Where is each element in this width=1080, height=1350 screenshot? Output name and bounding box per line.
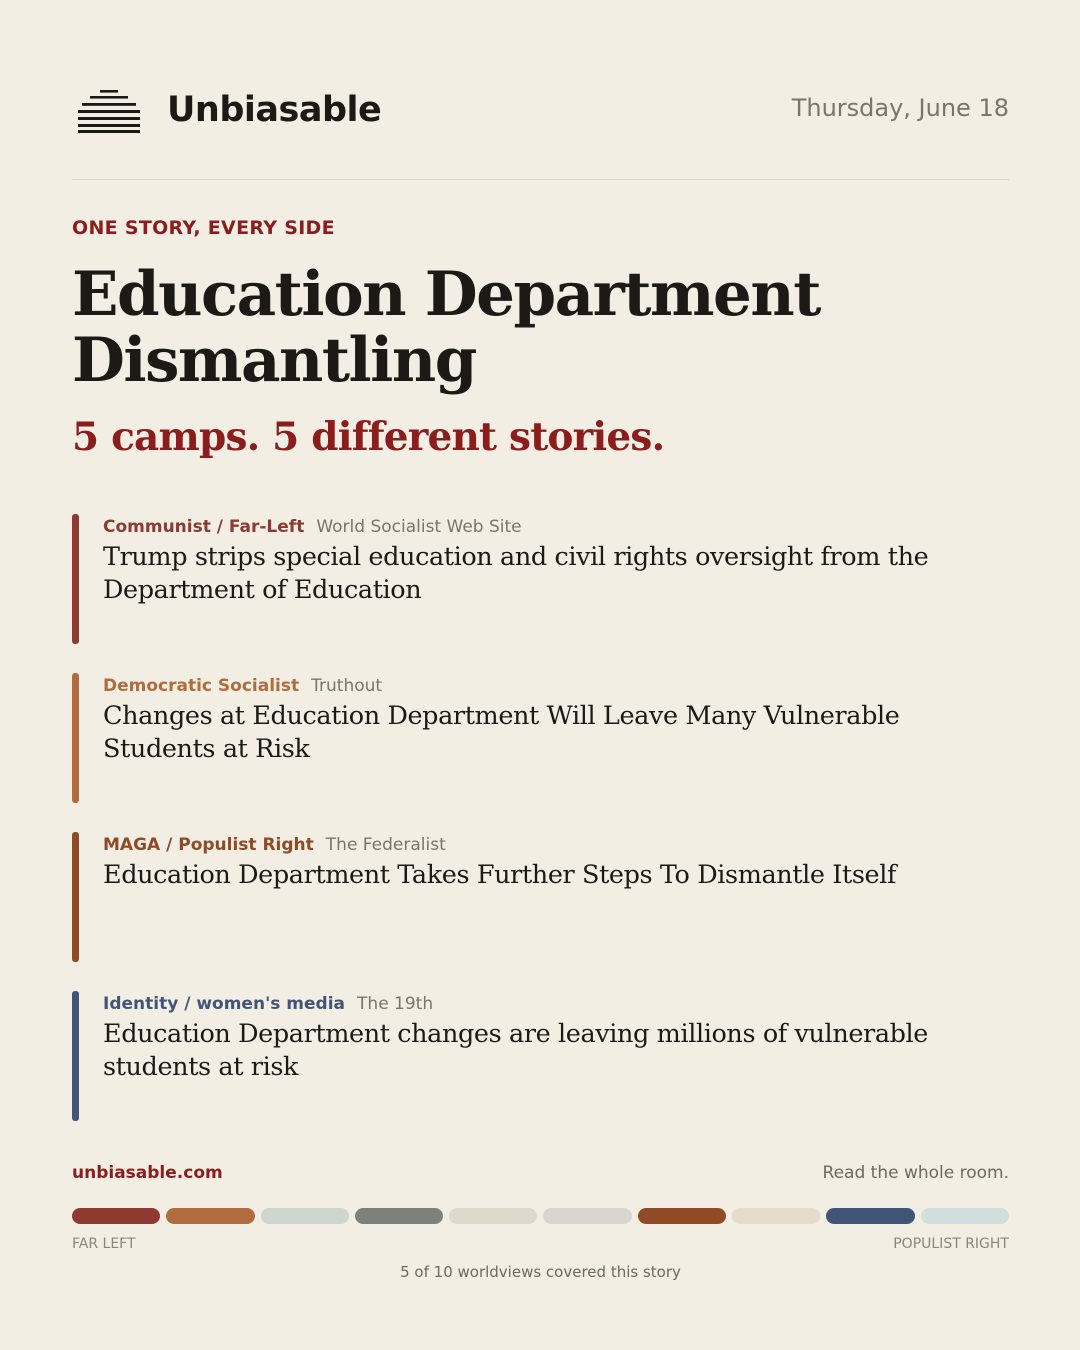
brand-name[interactable]: Unbiasable bbox=[167, 90, 382, 130]
spectrum-left-label: FAR LEFT bbox=[72, 1236, 136, 1252]
source-name: Truthout bbox=[311, 676, 383, 696]
camp-color-bar bbox=[72, 991, 79, 1121]
spectrum-segment bbox=[732, 1208, 820, 1224]
spectrum-segment bbox=[355, 1208, 443, 1224]
story-title[interactable]: Education Department Takes Further Steps To Dismantle Itself bbox=[103, 860, 896, 890]
story-title[interactable]: Trump strips special education and civil rights oversight from the Department of Education bbox=[103, 542, 929, 605]
coverage-note: 5 of 10 worldviews covered this story bbox=[400, 1263, 681, 1281]
story-item[interactable] bbox=[72, 832, 1009, 962]
camp-label: MAGA / Populist Right bbox=[103, 835, 314, 855]
page bbox=[72, 0, 1009, 1350]
camp-color-bar bbox=[72, 673, 79, 803]
spectrum-segment bbox=[921, 1208, 1009, 1224]
tagline: Read the whole room. bbox=[822, 1163, 1009, 1183]
source-name: The Federalist bbox=[325, 835, 446, 855]
story-meta bbox=[103, 676, 382, 696]
story-item[interactable] bbox=[72, 514, 1009, 644]
camp-color-bar bbox=[72, 832, 79, 962]
spectrum-segment bbox=[261, 1208, 349, 1224]
story-list bbox=[72, 514, 1009, 1150]
spectrum-segment bbox=[826, 1208, 914, 1224]
kicker: ONE STORY, EVERY SIDE bbox=[72, 217, 335, 239]
source-name: World Socialist Web Site bbox=[316, 517, 522, 537]
source-name: The 19th bbox=[357, 994, 434, 1014]
spectrum-right-label: POPULIST RIGHT bbox=[893, 1236, 1009, 1252]
story-title[interactable]: Changes at Education Department Will Leave Many Vulnerable Students at Risk bbox=[103, 701, 900, 764]
story-meta bbox=[103, 517, 522, 537]
header-divider bbox=[72, 179, 1009, 180]
camp-label: Democratic Socialist bbox=[103, 676, 300, 696]
issue-date: Thursday, June 18 bbox=[791, 94, 1009, 122]
camp-label: Communist / Far-Left bbox=[103, 517, 305, 537]
spectrum-segment bbox=[449, 1208, 537, 1224]
camp-color-bar bbox=[72, 514, 79, 644]
story-title[interactable]: Education Department changes are leaving millions of vulnerable students at risk bbox=[103, 1019, 928, 1082]
story-item[interactable] bbox=[72, 673, 1009, 803]
headline-line-2: Dismantling bbox=[72, 325, 476, 396]
spectrum-segment bbox=[638, 1208, 726, 1224]
story-meta bbox=[103, 835, 446, 855]
spectrum-segment bbox=[166, 1208, 254, 1224]
spectrum-segment bbox=[72, 1208, 160, 1224]
camp-label: Identity / women's media bbox=[103, 994, 346, 1014]
story-item[interactable] bbox=[72, 991, 1009, 1121]
story-meta bbox=[103, 994, 433, 1014]
header bbox=[72, 80, 1009, 144]
striped-sun-icon bbox=[78, 90, 140, 134]
headline-line-1: Education Department bbox=[72, 259, 820, 330]
spectrum-segment bbox=[543, 1208, 631, 1224]
headline bbox=[72, 259, 1002, 396]
subheadline: 5 camps. 5 different stories. bbox=[72, 414, 665, 460]
worldview-spectrum bbox=[72, 1208, 1009, 1224]
site-link[interactable]: unbiasable.com bbox=[72, 1163, 223, 1183]
